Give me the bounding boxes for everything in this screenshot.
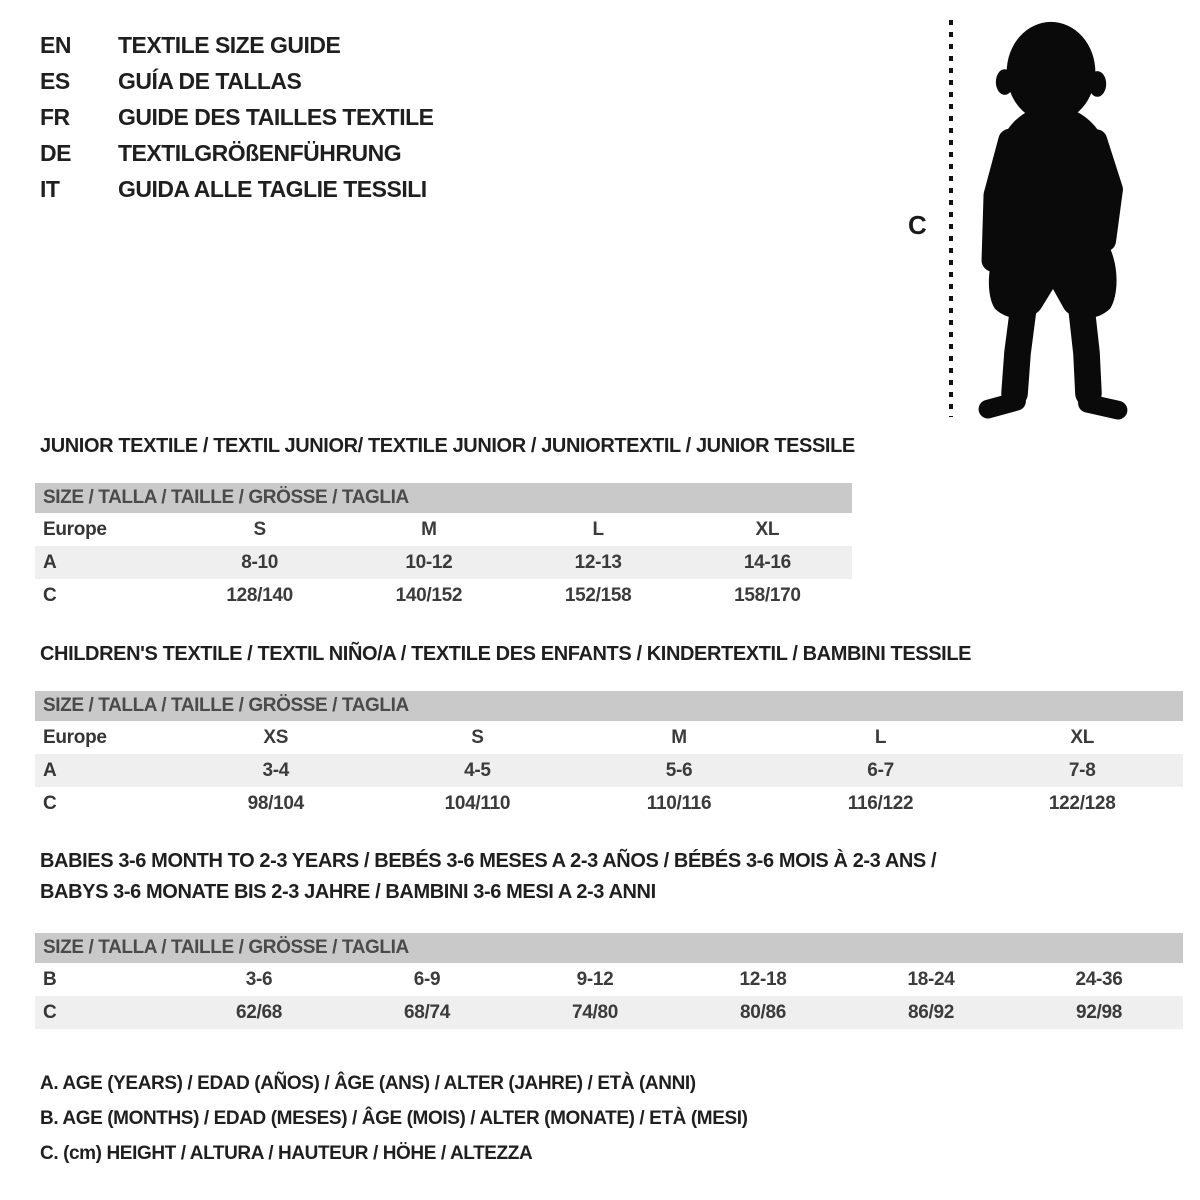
size-cell: 10-12: [405, 551, 453, 573]
legend-line-b: B. AGE (MONTHS) / EDAD (MESES) / ÂGE (MOIS) / ALTER (MONATE) / ETÀ (MESI): [40, 1108, 748, 1129]
size-cell: 24-36: [1075, 968, 1123, 990]
size-cell: 122/128: [1048, 792, 1116, 814]
language-code: IT: [40, 176, 60, 202]
row-label: B: [43, 968, 57, 990]
junior-size-table: [35, 483, 852, 612]
language-label: GUÍA DE TALLAS: [118, 68, 302, 94]
size-cell: 98/104: [247, 792, 304, 814]
language-code: EN: [40, 32, 71, 58]
size-cell: L: [874, 726, 887, 748]
size-cell: 14-16: [743, 551, 791, 573]
row-label: A: [43, 551, 57, 573]
language-label: GUIDE DES TAILLES TEXTILE: [118, 104, 434, 130]
language-row-de: [40, 135, 434, 171]
size-header-bar: SIZE / TALLA / TAILLE / GRÖSSE / TAGLIA: [35, 483, 852, 513]
babies-size-table: [35, 933, 1183, 1029]
language-label: GUIDA ALLE TAGLIE TESSILI: [118, 176, 427, 202]
size-cell: 74/80: [571, 1001, 619, 1023]
babies-section: [35, 846, 1183, 1029]
table-row-b: [35, 963, 1183, 996]
dashed-height-line: [948, 20, 954, 417]
baby-silhouette-image: [966, 16, 1138, 420]
language-row-en: [40, 27, 434, 63]
language-row-fr: [40, 99, 434, 135]
size-cell: 86/92: [907, 1001, 955, 1023]
legend-line-a: A. AGE (YEARS) / EDAD (AÑOS) / ÂGE (ANS) / ALTER (JAHRE) / ETÀ (ANNI): [40, 1073, 696, 1094]
row-label: C: [43, 792, 57, 814]
size-cell: M: [671, 726, 687, 748]
table-row-europe: [35, 721, 1183, 754]
size-table: [35, 963, 1183, 1029]
size-cell: 92/98: [1075, 1001, 1123, 1023]
size-cell: 7-8: [1068, 759, 1096, 781]
language-code: FR: [40, 104, 70, 130]
size-cell: XL: [755, 518, 780, 540]
row-label: A: [43, 759, 57, 781]
language-code: ES: [40, 68, 70, 94]
size-cell: 62/68: [235, 1001, 283, 1023]
language-label: TEXTILE SIZE GUIDE: [118, 32, 341, 58]
size-cell: M: [421, 518, 437, 540]
language-label: TEXTILGRÖßENFÜHRUNG: [118, 140, 402, 166]
size-table: [35, 721, 1183, 820]
table-row-a: [35, 546, 852, 579]
babies-section-title-line2: BABYS 3-6 MONATE BIS 2-3 JAHRE / BAMBINI 3-6 MESI A 2-3 ANNI: [40, 881, 656, 903]
children-section-title: CHILDREN'S TEXTILE / TEXTIL NIÑO/A / TEXTILE DES ENFANTS / KINDERTEXTIL / BAMBINI TESSILE: [40, 643, 972, 665]
size-cell: XS: [263, 726, 289, 748]
size-cell: 110/116: [646, 792, 712, 814]
size-cell: S: [253, 518, 266, 540]
size-cell: 6-9: [413, 968, 441, 990]
size-cell: 140/152: [395, 584, 463, 606]
row-label: C: [43, 1001, 57, 1023]
size-cell: 152/158: [564, 584, 632, 606]
size-table: [35, 513, 852, 612]
table-row-a: [35, 754, 1183, 787]
size-cell: 12-18: [739, 968, 787, 990]
junior-section: [35, 434, 855, 612]
size-cell: 80/86: [739, 1001, 787, 1023]
children-size-table: [35, 691, 1183, 820]
size-cell: 68/74: [403, 1001, 451, 1023]
language-row-es: [40, 63, 434, 99]
size-cell: L: [592, 518, 604, 540]
children-section: [35, 642, 1183, 820]
language-code: DE: [40, 140, 71, 166]
legend: [40, 1066, 748, 1171]
height-measure-label: C: [908, 210, 927, 240]
size-header-bar: SIZE / TALLA / TAILLE / GRÖSSE / TAGLIA: [35, 691, 1183, 721]
size-cell: 8-10: [241, 551, 279, 573]
size-cell: 6-7: [867, 759, 894, 781]
table-row-europe: [35, 513, 852, 546]
size-cell: XL: [1070, 726, 1095, 748]
row-label: Europe: [43, 518, 107, 540]
size-header-bar: SIZE / TALLA / TAILLE / GRÖSSE / TAGLIA: [35, 933, 1183, 963]
size-cell: 128/140: [226, 584, 293, 606]
size-cell: S: [471, 726, 484, 748]
legend-line-c: C. (cm) HEIGHT / ALTURA / HAUTEUR / HÖHE / ALTEZZA: [40, 1143, 533, 1164]
babies-section-title-line1: BABIES 3-6 MONTH TO 2-3 YEARS / BEBÉS 3-6 MESES A 2-3 AÑOS / BÉBÉS 3-6 MOIS À 2-3 ANS /: [40, 850, 937, 872]
language-list: [40, 27, 434, 207]
size-cell: 18-24: [907, 968, 955, 990]
size-cell: 116/122: [847, 792, 914, 814]
size-cell: 3-6: [245, 968, 273, 990]
junior-section-title: JUNIOR TEXTILE / TEXTIL JUNIOR/ TEXTILE JUNIOR / JUNIORTEXTIL / JUNIOR TESSILE: [40, 435, 855, 457]
size-cell: 9-12: [576, 968, 614, 990]
size-cell: 104/110: [444, 792, 511, 814]
language-row-it: [40, 171, 434, 207]
size-cell: 3-4: [262, 759, 290, 781]
row-label: Europe: [43, 726, 107, 748]
size-cell: 158/170: [734, 584, 801, 606]
table-row-c: [35, 579, 852, 612]
row-label: C: [43, 584, 57, 606]
size-cell: 12-13: [574, 551, 622, 573]
size-cell: 4-5: [464, 759, 491, 781]
size-cell: 5-6: [665, 759, 693, 781]
table-row-c: [35, 787, 1183, 820]
table-row-c: [35, 996, 1183, 1029]
